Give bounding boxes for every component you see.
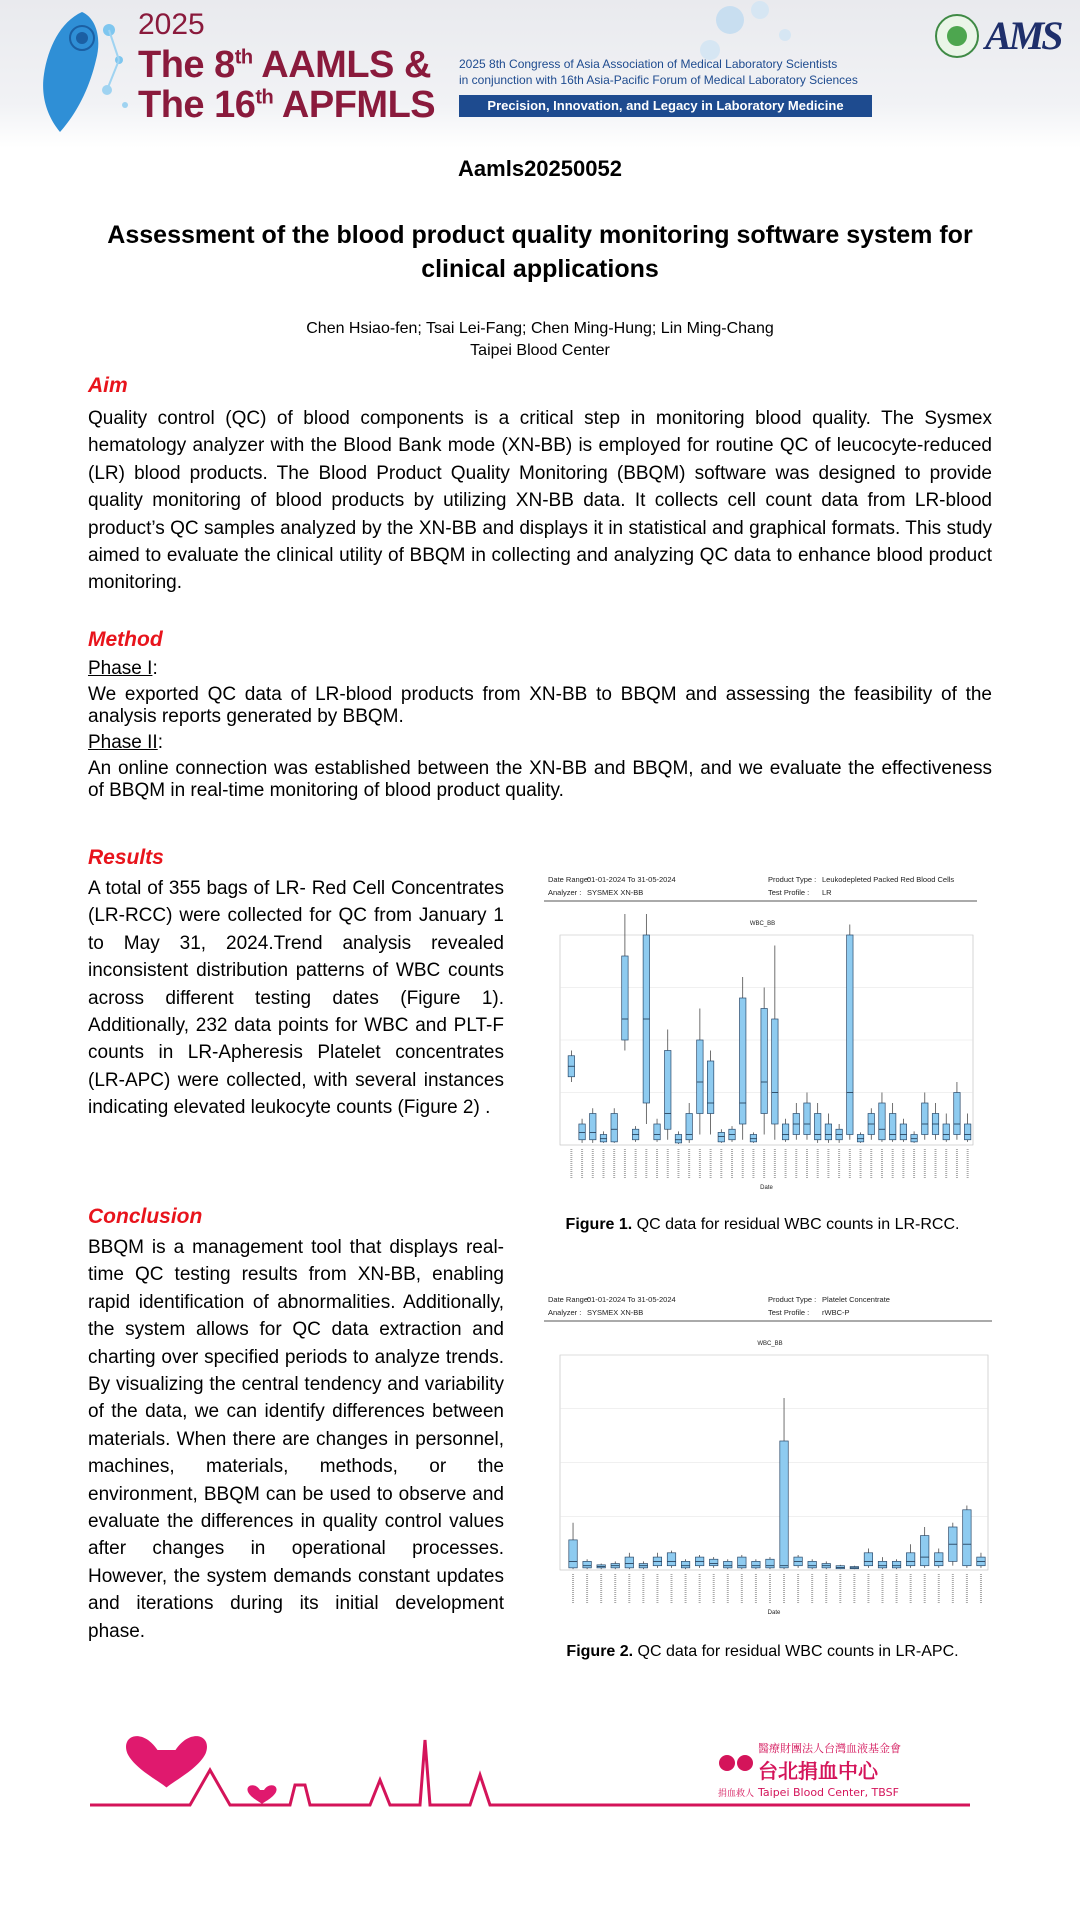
box-plot-box	[709, 1559, 717, 1565]
box-plot-box	[814, 1114, 820, 1140]
box-plot-box	[889, 1114, 895, 1140]
box-plot-box	[686, 1114, 692, 1140]
conference-title-line1: The 8th AAMLS &	[138, 44, 431, 86]
box-plot-box	[583, 1561, 591, 1567]
box-plot-box	[911, 1135, 917, 1142]
analyzer-label: Analyzer :	[548, 888, 582, 897]
box-plot-box	[922, 1103, 928, 1135]
box-plot-box	[750, 1135, 756, 1142]
phase1-text: We exported QC data of LR-blood products from XN-BB to BBQM and assessing the feasibility of the analysis reports generated by BBQM.	[88, 684, 992, 727]
box-plot-box	[622, 956, 628, 1040]
abstract-id: Aamls20250052	[458, 156, 622, 181]
conclusion-heading: Conclusion	[88, 1205, 203, 1228]
box-plot-box	[625, 1557, 633, 1568]
box-plot-box	[654, 1124, 660, 1140]
box-plot-box	[579, 1124, 585, 1140]
box-plot-box	[697, 1040, 703, 1114]
conclusion-text: BBQM is a management tool that displays real-time QC testing results from XN-BB, enabling rapid identification of abnormalities. Additionally, the system allows for QC data extraction and charting over specified periods to analyze trends. By visualizing the central tendency and variability of the data, we can identify differences between materials. When there are changes in personnel, machines, materials, methods, or the environment, BBQM can be used to observe and evaluate the differences in quality control values after changes in operational processes. However, the system demands constant updates and iterations during its initial development phase.	[88, 1237, 504, 1642]
org-name-en: Taipei Blood Center, TBSF	[758, 1786, 899, 1799]
box-plot-box	[963, 1510, 971, 1566]
phase1-label: Phase I:	[88, 658, 158, 679]
box-plot-box	[665, 1051, 671, 1130]
authors-block	[0, 318, 1080, 362]
box-plot-box	[857, 1135, 863, 1142]
box-plot-box	[920, 1536, 928, 1566]
box-plot-box	[825, 1124, 831, 1140]
box-plot-box	[892, 1561, 900, 1567]
box-plot-box	[590, 1114, 596, 1140]
test-profile-label: Test Profile :	[768, 1308, 810, 1317]
test-profile-label: Test Profile :	[768, 888, 810, 897]
analyzer-value: SYSMEX XN-BB	[587, 1308, 644, 1317]
box-plot-box	[935, 1553, 943, 1566]
box-plot-box	[675, 1135, 681, 1143]
box-plot-box	[600, 1135, 606, 1142]
box-plot-box	[740, 998, 746, 1124]
results-heading: Results	[88, 846, 164, 869]
date-range-label: Date Range:	[548, 1295, 591, 1304]
box-plot-box	[782, 1124, 788, 1140]
product-type-label: Product Type :	[768, 1295, 817, 1304]
method-heading: Method	[88, 628, 163, 651]
conference-title-line2: The 16th APFMLS	[138, 84, 436, 126]
box-plot-box	[780, 1441, 788, 1568]
congress-description: 2025 8th Congress of Asia Association of Medical Laboratory Scientists in conjunction with 16th Asia-Pacific Forum of Medical Laboratory Sciences	[459, 57, 858, 87]
chart-title: WBC_BB	[749, 921, 776, 927]
analyzer-label: Analyzer :	[548, 1308, 582, 1317]
heart-icon	[126, 1736, 207, 1787]
figure-1-chart	[540, 870, 985, 1210]
box-plot-box	[724, 1561, 732, 1567]
test-profile-value: rWBC-P	[822, 1308, 850, 1317]
box-plot-box	[900, 1124, 906, 1140]
box-plot-box	[761, 1009, 767, 1114]
box-plot-box	[943, 1124, 949, 1140]
author-list: Chen Hsiao-fen; Tsai Lei-Fang; Chen Ming-Hung; Lin Ming-Chang	[306, 320, 774, 337]
box-plot-box	[611, 1114, 617, 1142]
phase2-text: An online connection was established between the XN-BB and BBQM, and we evaluate the effectiveness of BBQM in real-time monitoring of blood product quality.	[88, 758, 992, 801]
box-plot-box	[569, 1540, 577, 1568]
box-plot-box	[804, 1103, 810, 1135]
conference-banner	[0, 0, 1080, 148]
box-plot-box	[707, 1061, 713, 1114]
date-range-value: 01-01-2024 To 31-05-2024	[587, 1295, 676, 1304]
conference-slogan: Precision, Innovation, and Legacy in Laboratory Medicine	[459, 95, 872, 117]
box-plot-box	[752, 1561, 760, 1567]
x-axis-label: Date	[760, 1185, 773, 1191]
results-text: A total of 355 bags of LR- Red Cell Concentrates (LR-RCC) were collected for QC from January 1 to May 31, 2024.Trend analysis revealed inconsistent distribution patterns of WBC counts across different testing dates (Figure 1). Additionally, 232 data points for WBC and PLT-F counts in LR-Apheresis Platelet concentrates (LR-APC) were collected, with several instances indicating elevated leukocyte counts (Figure 2) .	[88, 878, 504, 1119]
figure-2-caption: Figure 2. QC data for residual WBC counts in LR-APC.	[566, 1643, 959, 1660]
figure-1-caption: Figure 1. QC data for residual WBC counts in LR-RCC.	[565, 1216, 960, 1233]
chart-title: WBC_BB	[757, 1341, 783, 1347]
box-plot-box	[766, 1559, 774, 1568]
date-range-label: Date Range:	[548, 875, 591, 884]
conference-year: 2025	[138, 8, 205, 41]
paper-title: Assessment of the blood product quality monitoring software system for clinical applications	[107, 221, 973, 283]
date-range-value: 01-01-2024 To 31-05-2024	[587, 875, 676, 884]
box-plot-box	[964, 1124, 970, 1140]
box-plot-box	[864, 1553, 872, 1566]
ams-logo: AMS	[985, 13, 1061, 58]
box-plot-box	[667, 1553, 675, 1566]
product-type-value: Leukodepleted Packed Red Blood Cells	[822, 875, 955, 884]
figure-2-chart	[540, 1290, 1000, 1635]
box-plot-box	[718, 1132, 724, 1141]
phase2-label: Phase II:	[88, 732, 163, 753]
test-profile-value: LR	[822, 888, 832, 897]
product-type-label: Product Type :	[768, 875, 817, 884]
org-name-cn: 台北捐血中心	[758, 1759, 878, 1783]
box-plot-box	[954, 1093, 960, 1135]
blood-center-footer	[90, 1730, 970, 1820]
x-axis-label: Date	[767, 1610, 781, 1616]
product-type-value: Platelet Concentrate	[822, 1295, 890, 1304]
box-plot-box	[681, 1561, 689, 1567]
box-plot-box	[808, 1561, 816, 1567]
aim-heading: Aim	[88, 374, 128, 397]
box-plot-box	[738, 1557, 746, 1568]
analyzer-value: SYSMEX XN-BB	[587, 888, 644, 897]
association-logo-icon	[935, 14, 979, 58]
box-plot-box	[879, 1103, 885, 1140]
aim-text: Quality control (QC) of blood components is a critical step in monitoring blood quality. The Sysmex hematology analyzer with the Blood Bank mode (XN-BB) is employed for routine QC of leucocyte-reduced (LR) blood products. The Blood Product Quality Monitoring (BBQM) software was designed to provide quality monitoring of blood products by utilizing XN-BB data. It collects cell count data from LR-blood product’s QC samples analyzed by the XN-BB and displays it in statistical and graphical formats. This study aimed to evaluate the clinical utility of BBQM in collecting and analyzing QC data to enhance blood product monitoring.	[88, 408, 992, 594]
org-slogan: 捐血救人	[718, 1789, 755, 1799]
heart-icon	[247, 1785, 276, 1804]
box-plot-box	[906, 1553, 914, 1566]
org-name-cn-small: 醫療財團法人台灣血液基金會	[758, 1742, 901, 1755]
box-plot-box	[847, 935, 853, 1135]
box-plot-box	[772, 1019, 778, 1124]
box-plot-box	[878, 1561, 886, 1567]
affiliation: Taipei Blood Center	[470, 342, 610, 359]
